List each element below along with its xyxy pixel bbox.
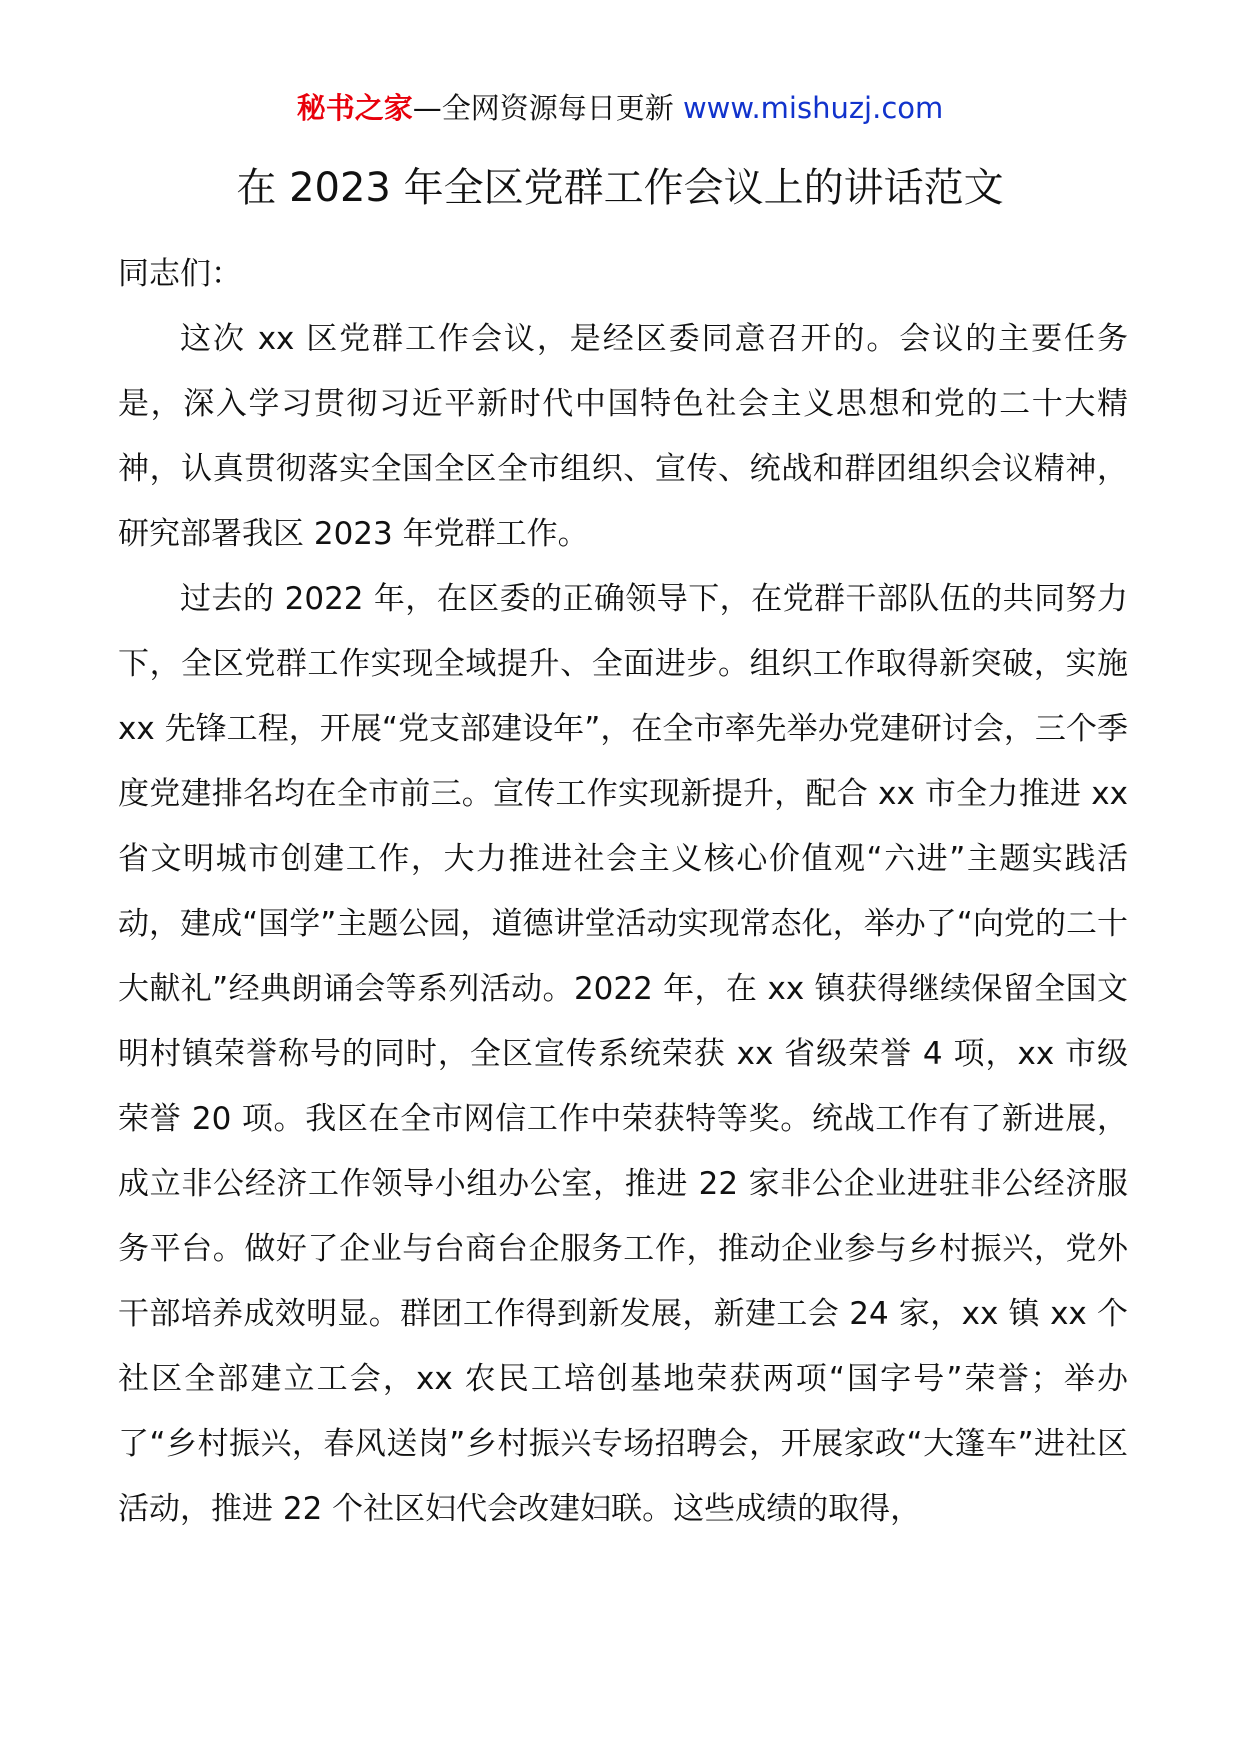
document-title: 在 2023 年全区党群工作会议上的讲话范文: [236, 165, 1004, 211]
document-body: [118, 242, 1128, 1542]
paragraph-2: 过去的 2022 年，在区委的正确领导下，在党群干部队伍的共同努力下，全区党群工作实现全域提升、全面进步。组织工作取得新突破，实施 xx 先锋工程，开展“党支部建设年”，在全市率先举办党建研讨会，三个季度党建排名均在全市前三。宣传工作实现新提升，配合 xx 市全力推进 xx 省文明城市创建工作，大力推进社会主义核心价值观“六进”主题实践活动，建成“国学”主题公园，道德讲堂活动实现常态化，举办了“向党的二十大献礼”经典朗诵会等系列活动。2022 年，在 xx 镇获得继续保留全国文明村镇荣誉称号的同时，全区宣传系统荣获 xx 省级荣誉 4 项，xx 市级荣誉 20 项。我区在全市网信工作中荣获特等奖。统战工作有了新进展，成立非公经济工作领导小组办公室，推进 22 家非公企业进驻非公经济服务平台。做好了企业与台商台企服务工作，推动企业参与乡村振兴，党外干部培养成效明显。群团工作得到新发展，新建工会 24 家，xx 镇 xx 个社区全部建立工会，xx 农民工培创基地荣获两项“国字号”荣誉；举办了“乡村振兴，春风送岗”乡村振兴专场招聘会，开展家政“大篷车”进社区活动，推进 22 个社区妇代会改建妇联。这些成绩的取得，: [118, 581, 1128, 1527]
header-slogan: —全网资源每日更新: [412, 91, 683, 125]
website-link[interactable]: www.mishuzj.com: [682, 91, 944, 125]
brand-name: 秘书之家: [296, 91, 413, 125]
salutation: 同志们：: [118, 256, 242, 292]
page-header: [0, 88, 1240, 128]
paragraph-1: 这次 xx 区党群工作会议，是经区委同意召开的。会议的主要任务是，深入学习贯彻习近平新时代中国特色社会主义思想和党的二十大精神，认真贯彻落实全国全区全市组织、宣传、统战和群团组织会议精神，研究部署我区 2023 年党群工作。: [118, 321, 1128, 552]
